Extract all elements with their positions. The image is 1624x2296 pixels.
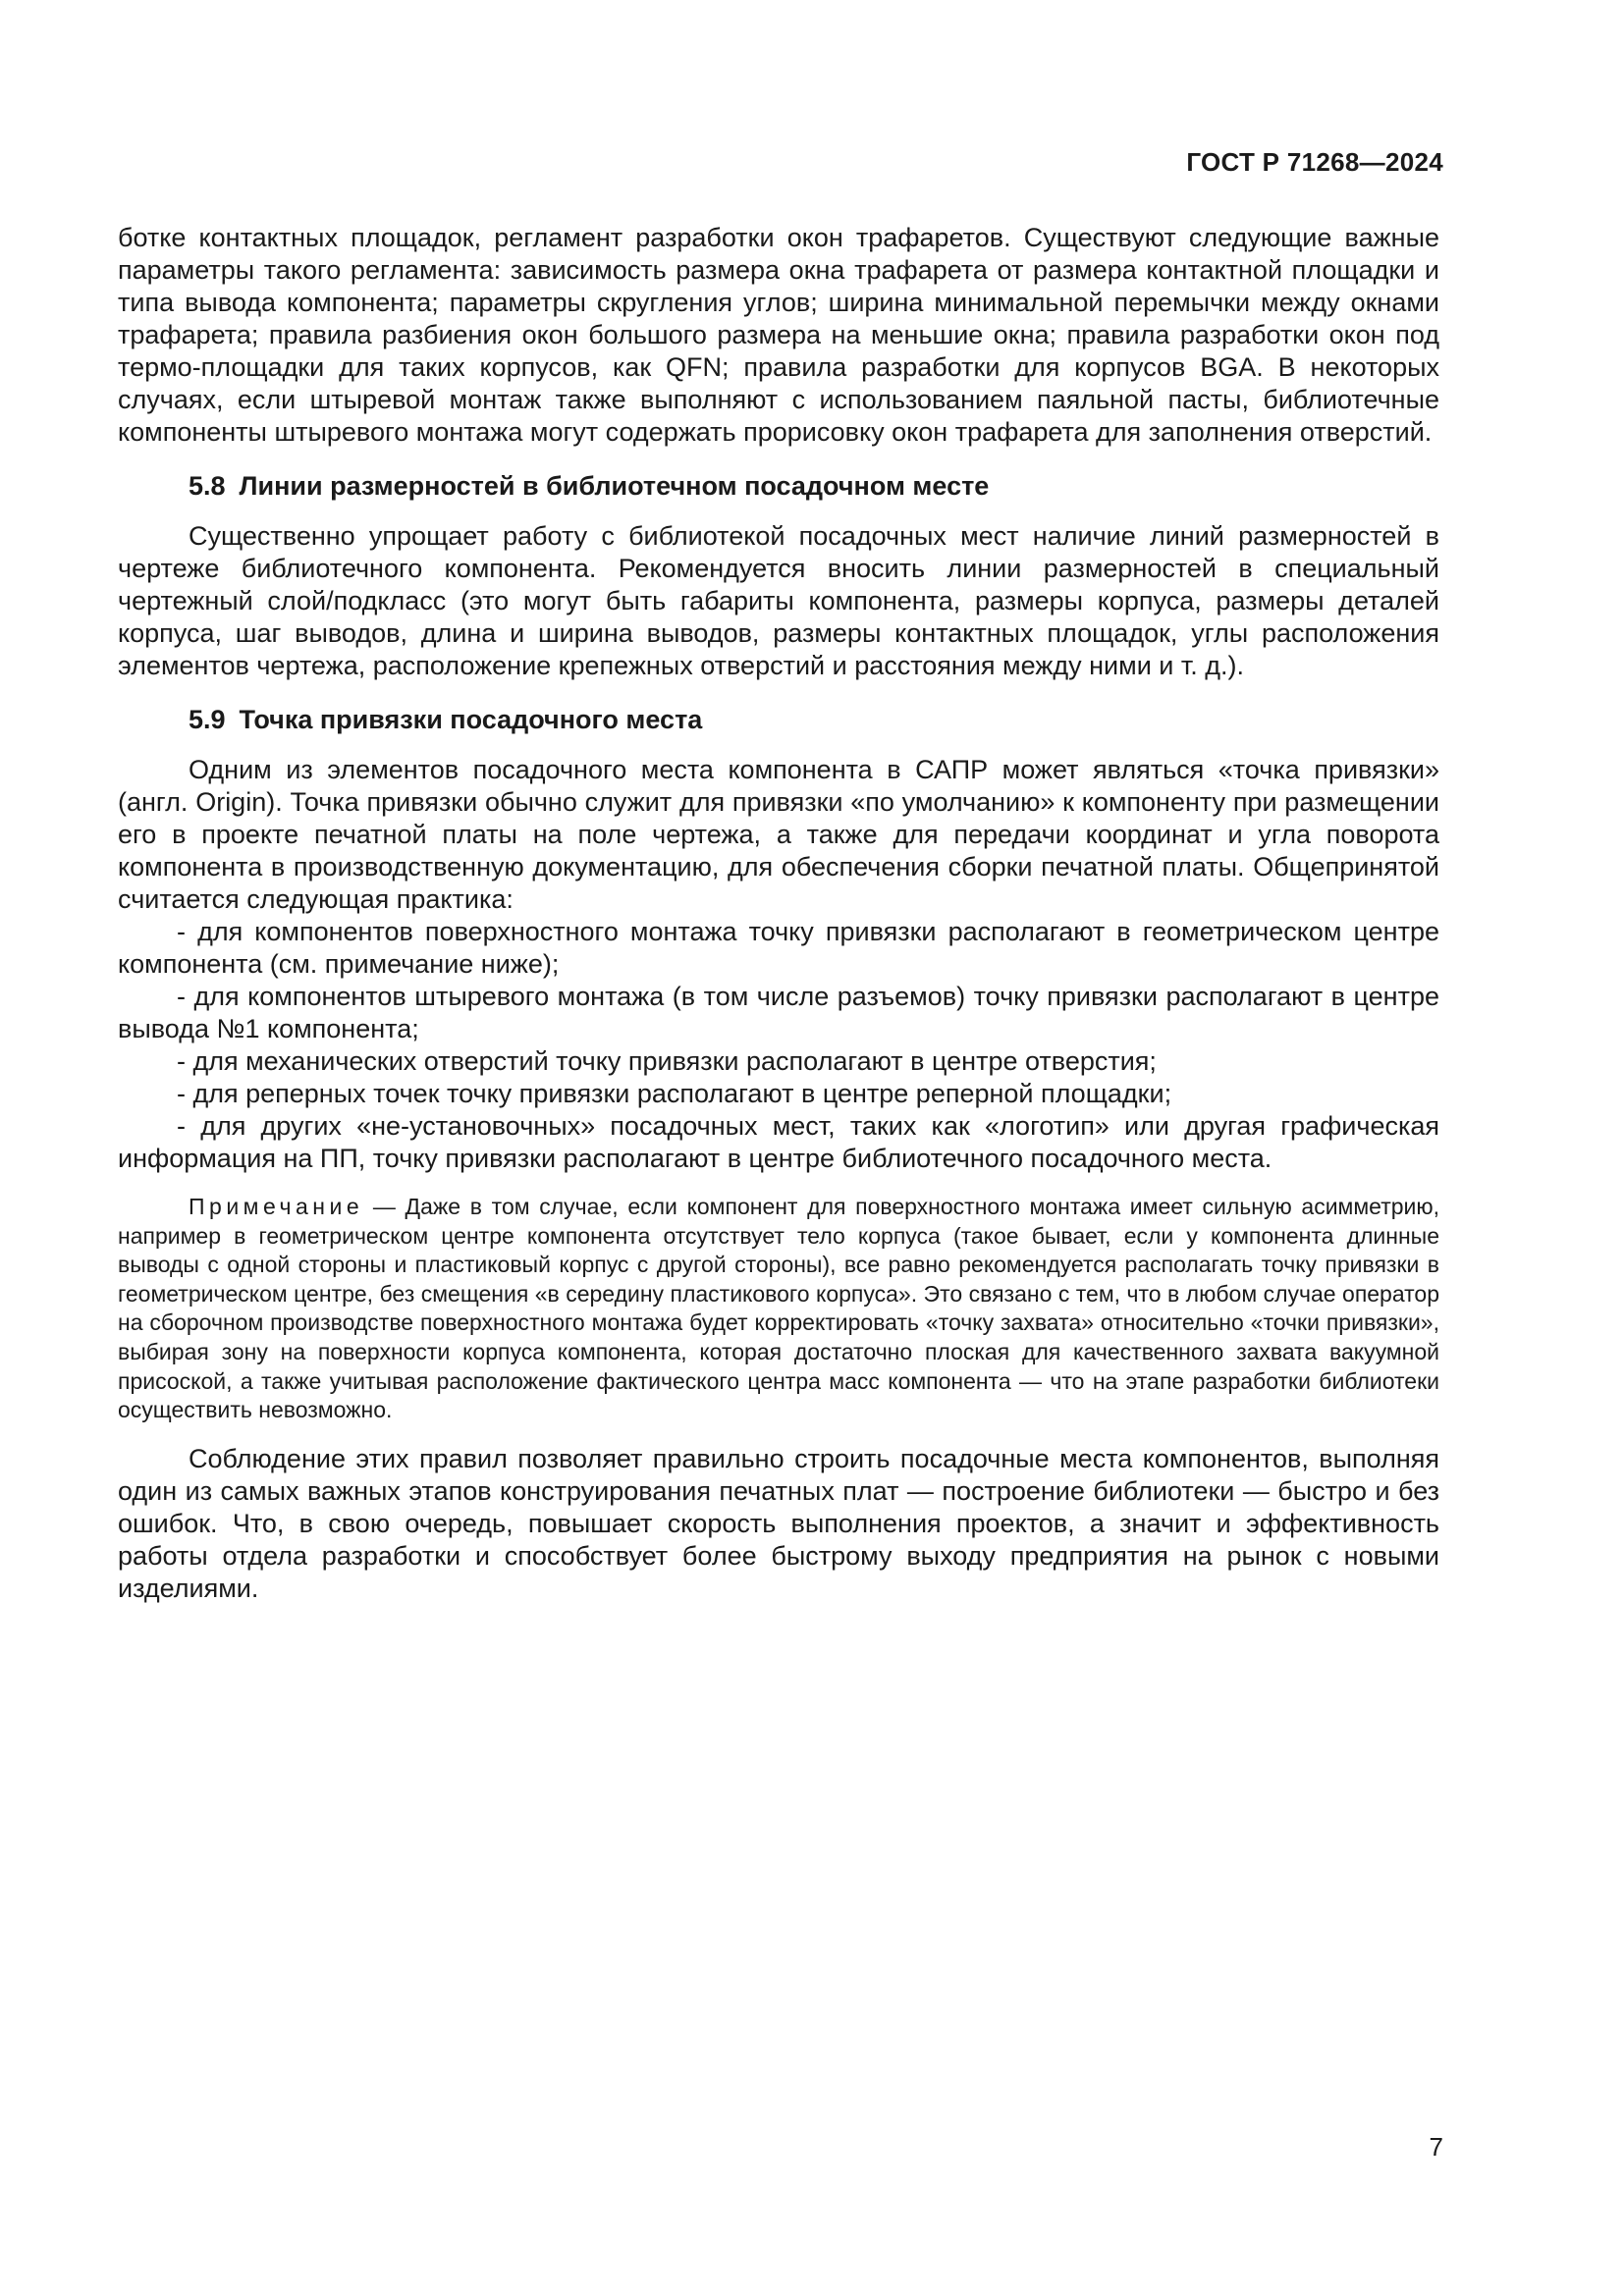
section-5-9-paragraph: Одним из элементов посадочного места компонента в САПР может являться «точка привязки» (англ. Origin). Точка привязки обычно служит для привязки «по умолчанию» к компоненту при размещении его в проекте печатной платы на поле чертежа, а также для передачи координат и угла поворота компонента в производственную документацию, для обеспечения сборки печатной платы. Общепринятой считается следующая практика:: [118, 755, 1439, 914]
page-content: [118, 222, 1439, 1605]
note-label: Примечание: [189, 1194, 364, 1219]
page-number: 7: [1429, 2132, 1443, 2162]
note-text: — Даже в том случае, если компонент для поверхностного монтажа имеет сильную асимметрию, например в геометрическом центре компонента отсутствует тело корпуса (такое бывает, если у компонента длинные выводы с одной стороны и пластиковый корпус с другой стороны), все равно рекомендуется располагать точку привязки в геометрическом центре, без смещения «в середину пластикового корпуса». Это связано с тем, что в любом случае оператор на сборочном производстве поверхностного монтажа будет корректировать «точку захвата» относительно «точки привязки», выбирая зону на поверхности корпуса компонента, которая достаточно плоская для качественного захвата вакуумной присоской, а также учитывая расположение фактического центра масс компонента — что на этапе разработки библиотеки осуществить невозможно.: [118, 1194, 1440, 1423]
list-item: - для компонентов штыревого монтажа (в том числе разъемов) точку привязки располагают в центре вывода №1 компонента;: [118, 982, 1439, 1043]
list-item: - для реперных точек точку привязки располагают в центре реперной площадки;: [177, 1079, 1172, 1108]
section-5-9-title: Точка привязки посадочного места: [239, 705, 703, 734]
document-id-header: ГОСТ Р 71268—2024: [1186, 147, 1443, 177]
section-5-8-title: Линии размерностей в библиотечном посадочном месте: [239, 471, 990, 501]
section-5-8-number: 5.8: [189, 471, 226, 501]
intro-paragraph: ботке контактных площадок, регламент разработки окон трафаретов. Существуют следующие важные параметры такого регламента: зависимость размера окна трафарета от размера контактной площадки и типа вывода компонента; параметры скругления углов; ширина минимальной перемычки между окнами трафарета; правила разбиения окон большого размера на меньшие окна; правила разработки окон под термо-площадки для таких корпусов, как QFN; правила разработки для корпусов BGA. В некоторых случаях, если штыревой монтаж также выполняют с использованием паяльной пасты, библиотечные компоненты штыревого монтажа могут содержать прорисовку окон трафарета для заполнения отверстий.: [118, 223, 1439, 447]
section-5-8-heading: [189, 470, 1439, 503]
list-item: - для механических отверстий точку привязки располагают в центре отверстия;: [177, 1046, 1157, 1076]
list-item: - для компонентов поверхностного монтажа точку привязки располагают в геометрическом центре компонента (см. примечание ниже);: [118, 917, 1439, 979]
section-5-9-heading: [189, 704, 1439, 736]
section-5-8-paragraph: Существенно упрощает работу с библиотекой посадочных мест наличие линий размерностей в чертеже библиотечного компонента. Рекомендуется вносить линии размерностей в специальный чертежный слой/подкласс (это могут быть габариты компонента, размеры корпуса, размеры деталей корпуса, шаг выводов, длина и ширина выводов, размеры контактных площадок, углы расположения элементов чертежа, расположение крепежных отверстий и расстояния между ними и т. д.).: [118, 521, 1439, 680]
closing-paragraph: Соблюдение этих правил позволяет правильно строить посадочные места компонентов, выполняя один из самых важных этапов конструирования печатных плат — построение библиотеки — быстро и без ошибок. Что, в свою очередь, повышает скорость выполнения проектов, а значит и эффективность работы отдела разработки и способствует более быстрому выходу предприятия на рынок с новыми изделиями.: [118, 1443, 1439, 1603]
section-5-9-number: 5.9: [189, 705, 226, 734]
note-block: [118, 1193, 1439, 1425]
list-item: - для других «не-установочных» посадочных мест, таких как «логотип» или другая графическая информация на ПП, точку привязки располагают в центре библиотечного посадочного места.: [118, 1111, 1439, 1173]
